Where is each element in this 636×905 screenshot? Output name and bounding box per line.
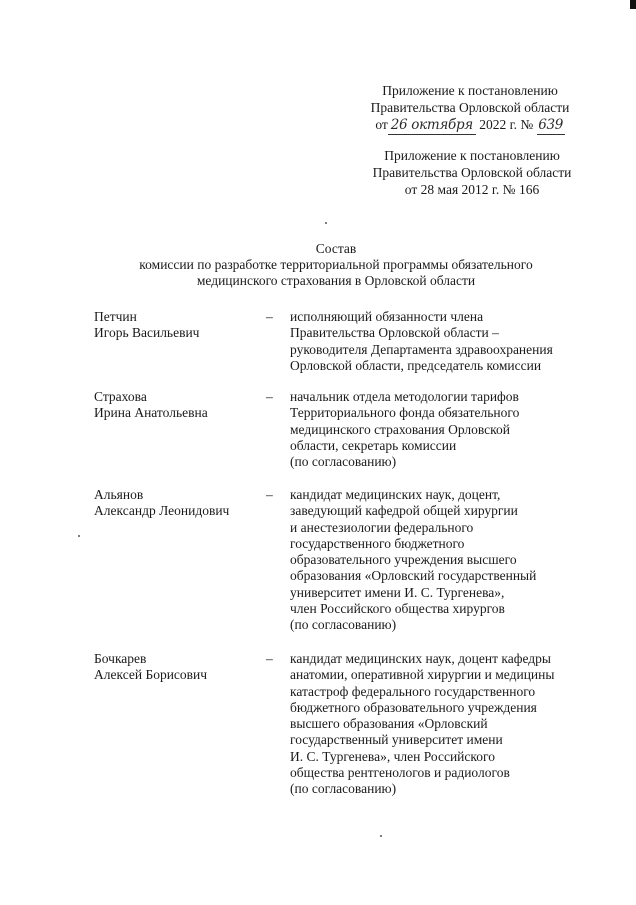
member-role-line: образовательного учреждения высшего [290,552,517,568]
title-line1: комиссии по разработке территориальной программы обязательного [139,257,533,272]
member-role-line: Территориального фонда обязательного [290,405,520,421]
member-role-line: бюджетного образовательного учреждения [290,699,537,715]
document-title [60,241,612,289]
member-dash: – [266,309,273,324]
member-role-line: Орловской области, председатель комиссии [290,357,542,373]
member-role-line: исполняющий обязанности члена [290,309,484,324]
appendix-original-line3: от 28 мая 2012 г. № 166 [404,182,540,197]
member-role [290,389,590,470]
member-surname: Альянов [94,487,144,502]
appendix-current-date-line [350,116,590,135]
member-given-names: Алексей Борисович [94,667,208,683]
scan-speck [325,222,327,224]
member-surname: Петчин [94,309,137,324]
member-dash: – [266,487,273,502]
member-role-line: И. С. Тургенева», член Российского [290,748,495,764]
member-role-line: Правительства Орловской области – [290,325,499,341]
appendix-original-line2: Правительства Орловской области [372,165,572,180]
handwritten-number: 639 [538,117,564,133]
member-role-line: государственного бюджетного [290,535,465,551]
scan-speck [380,835,382,837]
member-role-line: общества рентгенологов и радиологов [290,765,510,781]
member-role [290,651,590,798]
member-role-line: кандидат медицинских наук, доцент, [290,487,501,502]
member-role-line: медицинского страхования Орловской [290,421,511,437]
handwritten-date: 26 октября [388,117,476,135]
member-role [290,309,590,374]
member-role-line: заведующий кафедрой общей хирургии [290,503,518,519]
member-role-line: государственный университет имени [290,732,503,748]
scan-corner-mark [630,0,636,9]
member-role-line: катастроф федерального государственного [290,683,536,699]
member-surname: Бочкарев [94,651,147,666]
member-role-line: высшего образования «Орловский [290,716,488,732]
member-dash: – [266,651,273,666]
member-surname: Страхова [94,389,147,404]
appendix-current-line2: Правительства Орловской области [370,100,570,115]
date-prefix: от [375,117,388,132]
member-name [94,651,269,684]
member-dash: – [266,389,273,404]
member-role-line: руководителя Департамента здравоохранения [290,341,553,357]
member-role-line: образования «Орловский государственный [290,568,537,584]
appendix-original-block [352,147,592,198]
member-role-line: университет имени И. С. Тургенева», [290,584,505,600]
year-number-label: 2022 г. № [479,117,534,132]
member-role-line: начальник отдела методологии тарифов [290,389,519,404]
member-role-line: кандидат медицинских наук, доцент кафедры [290,651,551,666]
member-role-line: (по согласованию) [290,617,397,633]
member-given-names: Александр Леонидович [94,503,230,519]
appendix-current-line1: Приложение к постановлению [382,83,558,98]
member-name [94,389,269,422]
member-role-line: области, секретарь комиссии [290,437,457,453]
member-role-line: анатомии, оперативной хирургии и медицины [290,667,555,683]
appendix-original-line1: Приложение к постановлению [384,148,560,163]
title-line2: медицинского страхования в Орловской области [196,273,476,288]
member-role-line: (по согласованию) [290,454,397,470]
member-role [290,487,590,634]
title-heading: Состав [315,241,357,256]
appendix-current-block [350,82,590,135]
scan-speck [78,535,80,537]
member-name [94,309,269,342]
member-given-names: Ирина Анатольевна [94,405,208,421]
member-role-line: (по согласованию) [290,781,397,797]
member-role-line: член Российского общества хирургов [290,601,505,617]
member-role-line: и анестезиологии федерального [290,519,474,535]
member-name [94,487,269,520]
member-given-names: Игорь Васильевич [94,325,200,341]
